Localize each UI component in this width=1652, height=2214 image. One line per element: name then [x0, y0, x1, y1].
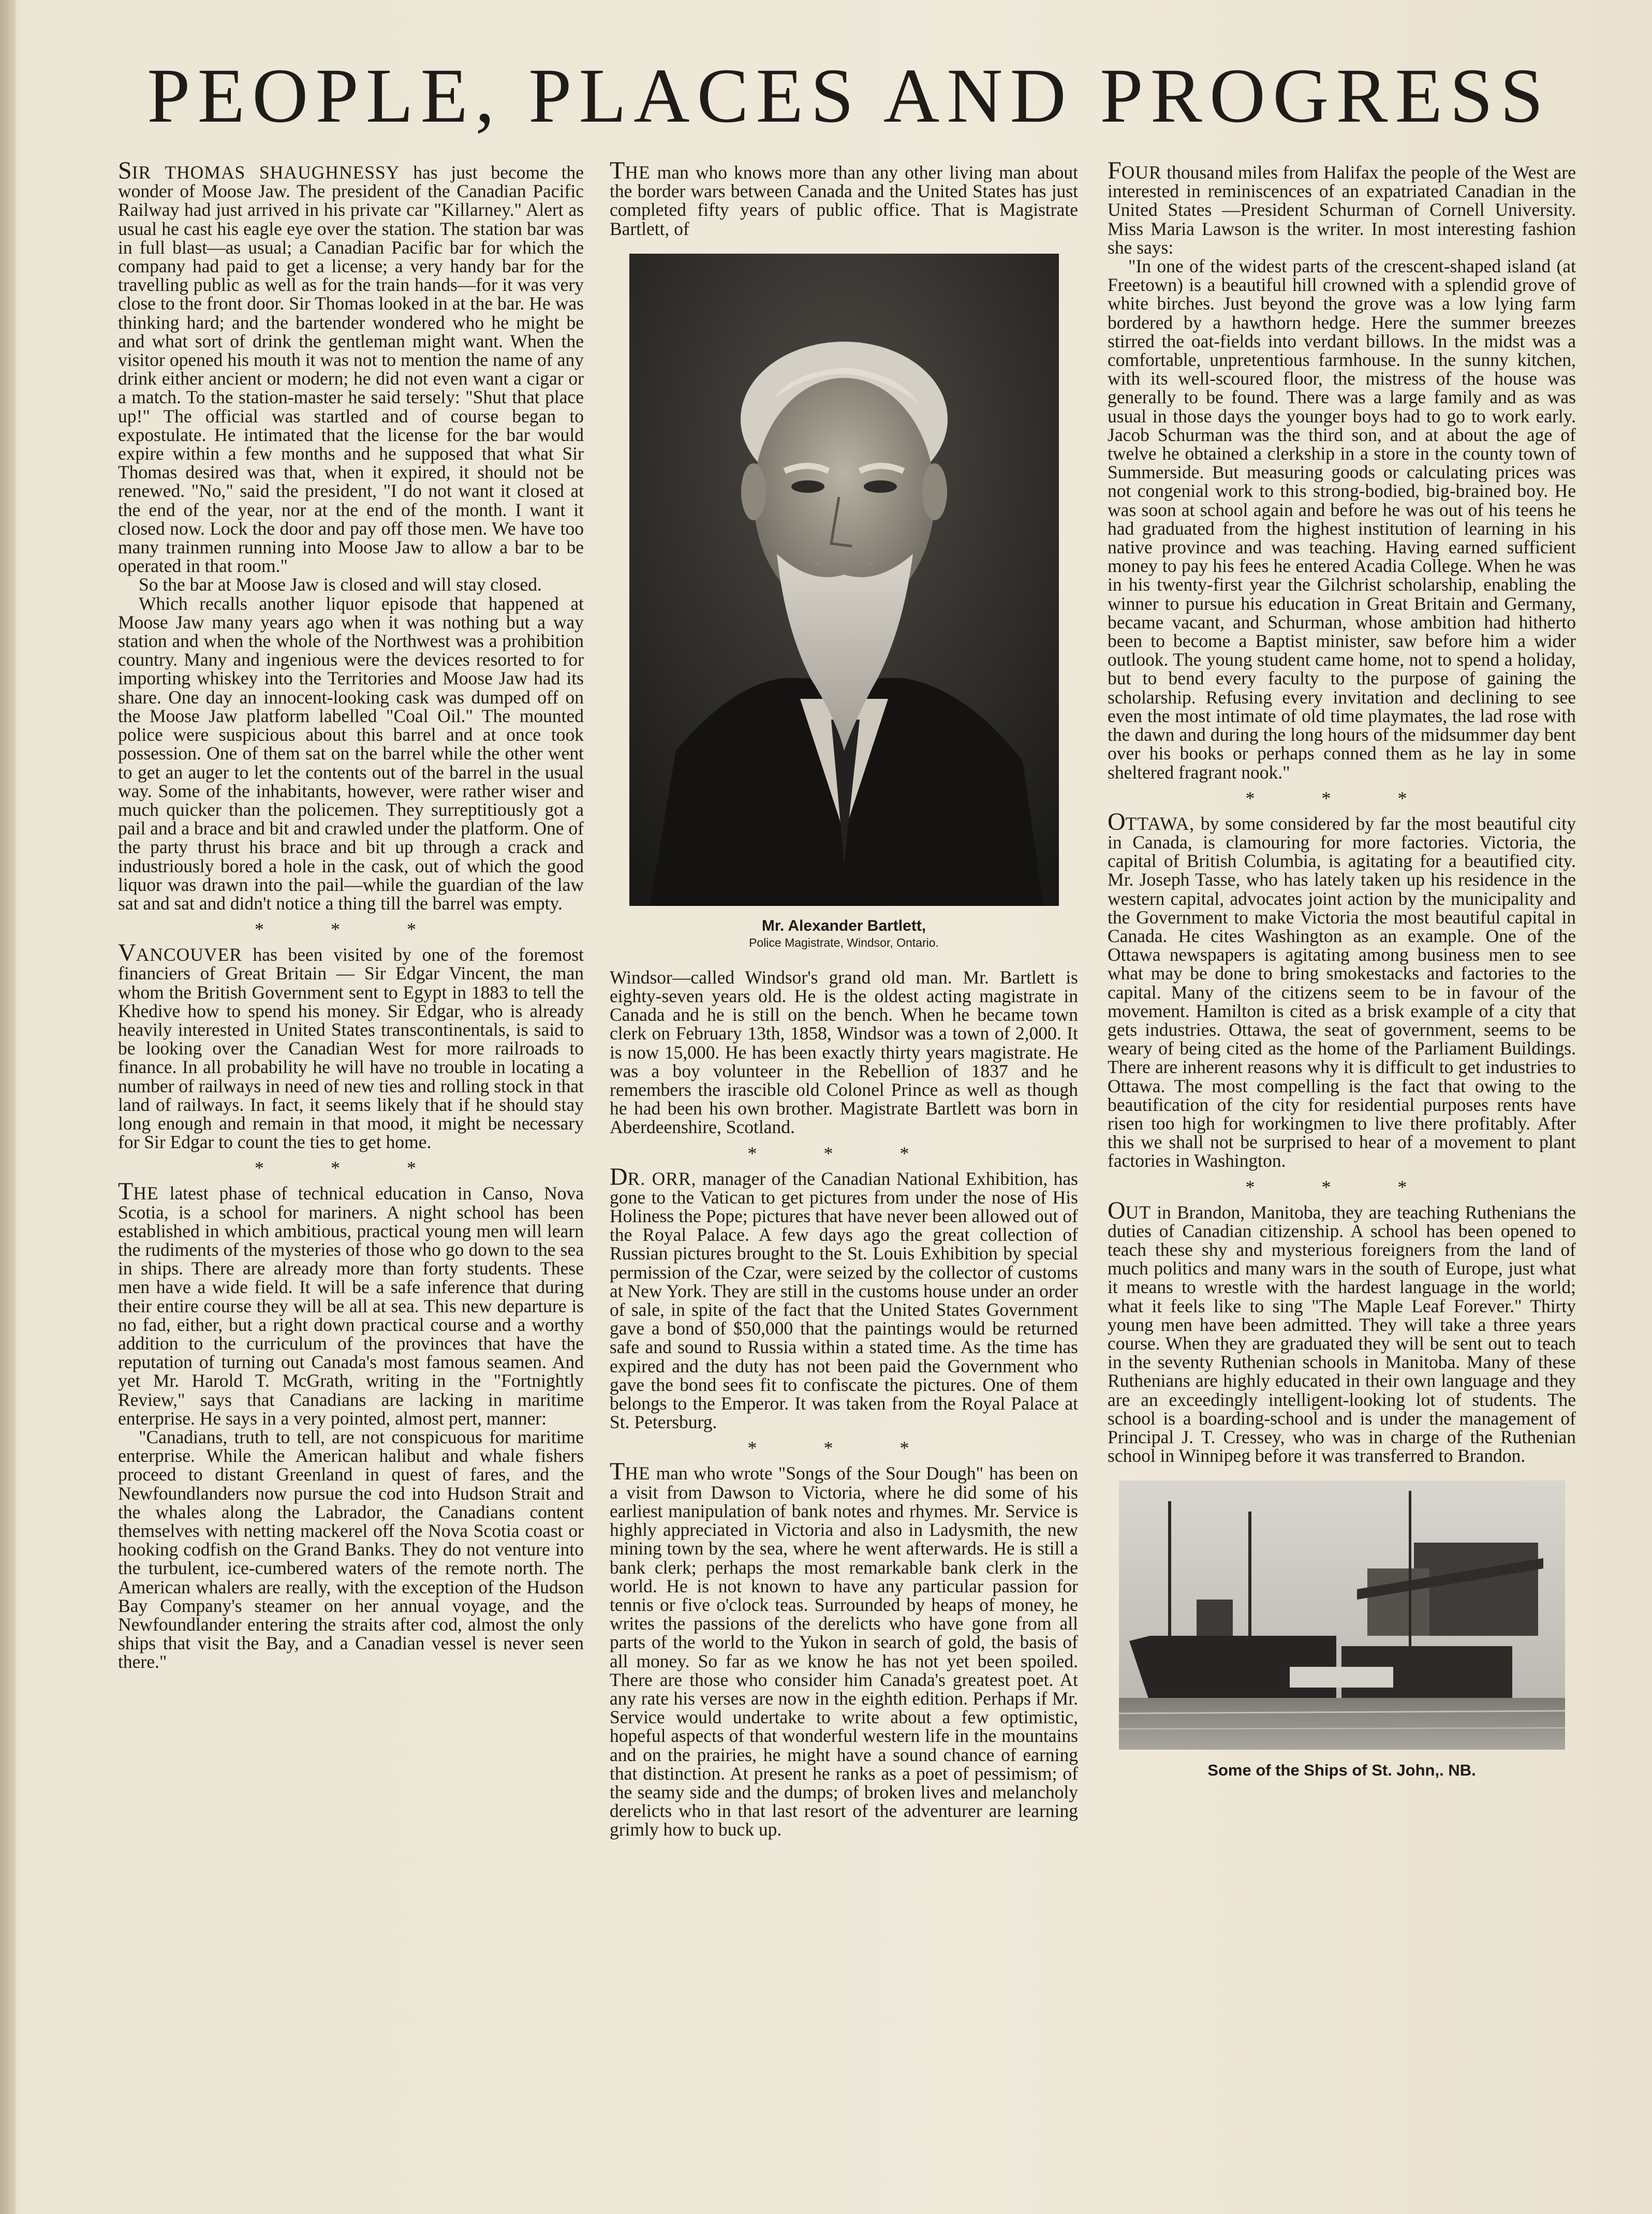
drop-letter: O — [1108, 1196, 1126, 1224]
drop-letter: T — [118, 1178, 134, 1206]
column-right — [1108, 162, 1576, 2108]
article-paragraph: So the bar at Moose Jaw is closed and will stay closed. — [139, 574, 542, 595]
article-quote-paragraph: "In one of the widest parts of the crescent-shaped island (at Freetown) is a beautiful hill crowned with a splendid grove of white birches. Just beyond the grove was a low lying farm bordered by a hawthorn hedge. Here the summer breezes stirred the oat-fields into verdant billows. In the midst was a comfortable, unpretentious farmhouse. In the sunny kitchen, with its well-scoured floor, the mistress of the house was generally to be found. There was a large family and as was usual in those days the younger boys had to go to work early. Jacob Schurman was the third son, and at about the age of twelve he obtained a clerkship in a store in the county town of Summerside. But measuring goods or calculating prices was not congenial work to this strong-bodied, big-brained boy. He was soon at school again and before he was out of his teens he had graduated from the highest institution of learning in his native province and was teaching. Having earned sufficient money to pay his fees he entered Acadia College. When he was in his twenty-first year the Gilchrist scholarship, enabling the winner to pursue his education in Great Britain and Germany, became vacant, and Schurman, whose ambition had hitherto been to become a Baptist minister, saw before him a wider outlook. The young student came home, not to spend a holiday, but to bend every faculty to the purpose of gaining the scholarship. Refusing every invitation and declining to see even the most intimate of old time playmates, the lad rose with the dawn and during the long hours of the midsummer day bent over his books or perhaps conned them as he lay in some sheltered fragrant nook." — [1108, 256, 1576, 783]
section-divider-stars: * * * — [1245, 787, 1438, 809]
lead-caps: OUR — [1121, 162, 1162, 183]
article-orr-paragraph — [610, 1163, 1078, 1433]
article-schurman-paragraph — [1108, 162, 1576, 257]
section-divider-stars: * * * — [747, 1142, 940, 1164]
article-ottawa-paragraph — [1108, 808, 1576, 1171]
paragraph-text: has just become the wonder of Moose Jaw. The president of the Canadian Pacific Railway had just arrived in his private car "Killarney." Alert as usual he cast his eagle eye over the station. The station bar was in full blast—as usual; a Canadian Pacific bar for which the company had paid to get a license; a very handy bar for the travelling public as well as for the train hands—for it was very close to the front door. Sir Thomas looked in at the bar. He was thinking hard; and the bartender wondered who he might be and what sort of drink the gentleman might want. When the visitor opened his mouth it was not to mention the name of any drink either ancient or modern; he did not even want a cigar or a match. To the station-master he said tersely: "Shut that place up!" The official was startled and of course began to expostulate. He intimated that the license for the bar would expire within a few months and he supposed that what Sir Thomas desired was that, when it expired, it should not be renewed. "No," said the president, "I do not want it closed at the end of the year, nor at the end of the month. I want it closed now. Lock the door and pay off those men. We have too many trainmen running into Moose Jaw to allow a bar to be operated in that room." — [118, 162, 584, 577]
article-service-paragraph — [610, 1458, 1078, 1840]
portrait-illustration — [629, 254, 1059, 906]
lead-caps: ANCOUVER — [136, 944, 242, 965]
paragraph-text: manager of the Canadian National Exhibition, has gone to the Vatican to get pictures from under the nose of His Holiness the Pope; pictures that have never been allowed out of the Royal Palace. A few days ago the great collection of Russian pictures brought to the St. Louis Exhibition by special permission of the Czar, were seized by the collector of customs at New York. They are still in the customs house under an order of sale, in spite of the fact that the United States Government gave a bond of $50,000 that the paintings would be returned safe and sound to Russia within a stated time. As the time has expired and the duty has not been paid the Government who gave the bond sees fit to confiscate the pictures. One of them belongs to the Emperor. It was taken from the Royal Palace at St. Petersburg. — [610, 1168, 1078, 1433]
portrait-photo — [629, 254, 1059, 906]
ships-photo — [1119, 1480, 1565, 1750]
drop-letter: T — [610, 162, 625, 184]
lead-caps: HE — [625, 162, 651, 183]
paragraph-text: latest phase of technical education in Canso, Nova Scotia, is a school for mariners. A night school has been established in which ambitious, practical young men will learn the rudiments of the mysteries of those who go down to the sea in ships. There are already more than forty students. These men have a wide field. It will be a safe inference that during their entire course they will be all at sea. This new departure is no fad, either, but a right down practical course and a worthy addition to the curriculum of the provinces that have the reputation of turning out Canada's most famous seamen. And yet Mr. Harold T. McGrath, writing in the "Fortnightly Review," says that Canadians are lacking in maritime enterprise. He says in a very pointed, almost pert, manner: — [118, 1183, 584, 1429]
paragraph-text: in Brandon, Manitoba, they are teaching Ruthenians the duties of Canadian citizenship. A school has been opened to teach these shy and mysterious foreigners from the land of much politics and many wars in the south of Europe, just what it means to wrestle with the hardest language in the world; what it feels like to sing "The Maple Leaf Forever." Thirty young men have been admitted. They will take a three years course. When they are graduated they will be sent out to teach in the seventy Ruthenian schools in Manitoba. Many of these Ruthenians are highly educated in their own language and they are an exceedingly intelligent-looking lot of students. The school is a boarding-school and is under the management of Principal J. T. Cressey, who was in charge of the Ruthenian school in Winnipeg before it was transferred to Brandon. — [1108, 1201, 1576, 1467]
section-divider-stars: * * * — [255, 1157, 447, 1179]
column-left — [118, 162, 584, 2108]
drop-letter: S — [118, 162, 132, 184]
portrait-caption: Mr. Alexander Bartlett, — [761, 917, 926, 934]
column-middle — [610, 162, 1078, 2108]
paragraph-text: by some considered by far the most beautiful city in Canada, is clamouring for more factories. Victoria, the capital of British Columbia, is agitating for a beautified city. Mr. Joseph Tasse, who has lately taken up his residence in the western capital, advocates joint action by the municipality and the Government to make Victoria the most beautiful capital in Canada. He cites Washington as an example. One of the Ottawa newspapers is agitating among business men to see what may be done to bring smokestacks and factories to the capital. Many of the citizens seem to be in favour of the movement. Hamilton is cited as a brisk example of a city that gets industries. Ottawa, the seat of government, seems to be weary of being cited as the home of the Parliament Buildings. There are inherent reasons why it is difficult to get industries to Ottawa. The most compelling is the fact that owing to the beautification of the city for residential purposes rents have risen too high for workingmen to live there profitably. After this we shall not be surprised to hear of a movement to plant factories in Washington. — [1108, 813, 1576, 1171]
article-brandon-paragraph — [1108, 1196, 1576, 1467]
ships-caption: Some of the Ships of St. John,. NB. — [1207, 1761, 1476, 1780]
page-masthead: PEOPLE, PLACES AND PROGRESS — [147, 53, 1551, 139]
ships-illustration — [1119, 1480, 1565, 1750]
section-divider-stars: * * * — [1245, 1176, 1438, 1197]
lead-caps: TTAWA, — [1125, 813, 1195, 834]
portrait-subcaption: Police Magistrate, Windsor, Ontario. — [749, 935, 939, 949]
paragraph-text: has been visited by one of the foremost financiers of Great Britain — Sir Edgar Vincent, the man whom the British Government sent to Egypt in 1883 to tell the Khedive how to spend his money. Sir Edgar, who is already heavily interested in United States transcontinentals, is said to be looking over the Canadian West for more railroads to finance. In all probability he will have no trouble in locating a number of railways in need of new ties and rolling stock in that land of railways. In fact, it seems likely that if he should stay long enough and remain in that mood, it might be necessary for Sir Edgar to count the ties to get home. — [118, 944, 584, 1153]
article-canso-paragraph — [118, 1178, 584, 1429]
article-vancouver-paragraph — [118, 939, 584, 1153]
article-bartlett-paragraph — [610, 162, 1078, 238]
paragraph-text: man who wrote "Songs of the Sour Dough" has been on a visit from Dawson to Victoria, where he did some of his earliest manipulation of bank notes and rhymes. Mr. Service is highly appreciated in Victoria and also in Ladysmith, the new mining town by the sea, where he went afterwards. He is still a bank clerk; perhaps the most remarkable bank clerk in the world. He is not known to have any particular passion for tennis or five o'clock teas. Surrounded by heaps of money, he writes the passions of the derelicts who have gone from all parts of the world to the Yukon in search of gold, the basis of all money. So far as we know he has not yet been spoiled. There are those who consider him Canada's greatest poet. At any rate his verses are now in the eighth edition. Perhaps if Mr. Service would undertake to write about a few optimistic, hopeful aspects of that wonderful western life in the mountains and on the prairies, he might have a sound chance of earning that distinction. At present he ranks as a poet of pessimism; of the seamy side and the dumps; of broken lives and melancholy derelicts who in that last resort of the adventurer are learning grimly how to buck up. — [610, 1463, 1078, 1840]
lead-caps: HE — [133, 1183, 159, 1204]
article-paragraph: Windsor—called Windsor's grand old man. Mr. Bartlett is eighty-seven years old. He is the oldest acting magistrate in Canada and he is still on the bench. When he became town clerk on February 13th, 1858, Windsor was a town of 2,000. It is now 15,000. He has been exactly thirty years magistrate. He was a boy volunteer in the Rebellion of 1837 and he remembers the irascible old Colonel Prince as well as though he had been his own brother. Magistrate Bartlett was born in Aberdeenshire, Scotland. — [610, 966, 1078, 1138]
article-paragraph: Which recalls another liquor episode that happened at Moose Jaw many years ago when it was nothing but a way station and when the whole of the Northwest was a prohibition country. Many and ingenious were the devices resorted to for importing whiskey into the Territories and Moose Jaw had its share. One day an innocent-looking cask was dumped off on the Moose Jaw platform labelled "Coal Oil." The mounted police were suspicious about this barrel and at once took possession. One of them sat on the barrel while the other went to get an auger to let the contents out of the barrel in the usual way. Some of the inhabitants, however, were rather wiser and much quicker than the policemen. They surreptitiously got a pail and a brace and bit and crawled under the platform. One of the party thrust his brace and bit up through a crack and industriously bored a hole in the cask, out of which the good liquor was drawn into the pail—while the guardian of the law sat and sat and didn't notice a thing till the barrel was empty. — [118, 593, 584, 914]
paragraph-text: man who knows more than any other living man about the border wars between Canada and the United States has just completed fifty years of public office. That is Magistrate Bartlett, of — [610, 162, 1078, 239]
lead-caps: HE — [625, 1463, 651, 1484]
article-shaughnessy-paragraph — [118, 162, 584, 575]
page-spine-edge — [0, 0, 16, 2214]
article-quote-paragraph: "Canadians, truth to tell, are not conspicuous for maritime enterprise. While the American halibut and whale fishers proceed to distant Greenland in quest of fares, and the Newfoundlanders now pursue the cod into Hudson Strait and the whales along the Labrador, the Canadians content themselves with netting mackerel off the Nova Scotia coast or hooking codfish on the Grand Banks. They do not venture into the turbulent, ice-cumbered waters of the remote north. The American whalers are really, with the exception of the Hudson Bay Company's steamer on her annual voyage, and the Newfoundlander entering the straits after cod, almost the only ships that visit the Bay, and a Canadian vessel is never seen there." — [118, 1427, 584, 1673]
drop-letter: T — [610, 1458, 625, 1486]
drop-letter: O — [1108, 808, 1126, 835]
paragraph-text: thousand miles from Halifax the people of the West are interested in reminiscences of an expatriated Canadian in the United States —President Schurman of Cornell University. Miss Maria Lawson is the writer. In most interesting fashion she says: — [1108, 162, 1576, 258]
lead-caps: R. ORR, — [627, 1168, 697, 1189]
drop-letter: F — [1108, 162, 1122, 184]
lead-caps: IR THOMAS SHAUGHNESSY — [131, 162, 400, 183]
section-divider-stars: * * * — [747, 1438, 940, 1459]
lead-caps: UT — [1125, 1201, 1151, 1223]
section-divider-stars: * * * — [255, 919, 447, 940]
drop-letter: D — [610, 1163, 628, 1191]
drop-letter: V — [118, 939, 136, 967]
